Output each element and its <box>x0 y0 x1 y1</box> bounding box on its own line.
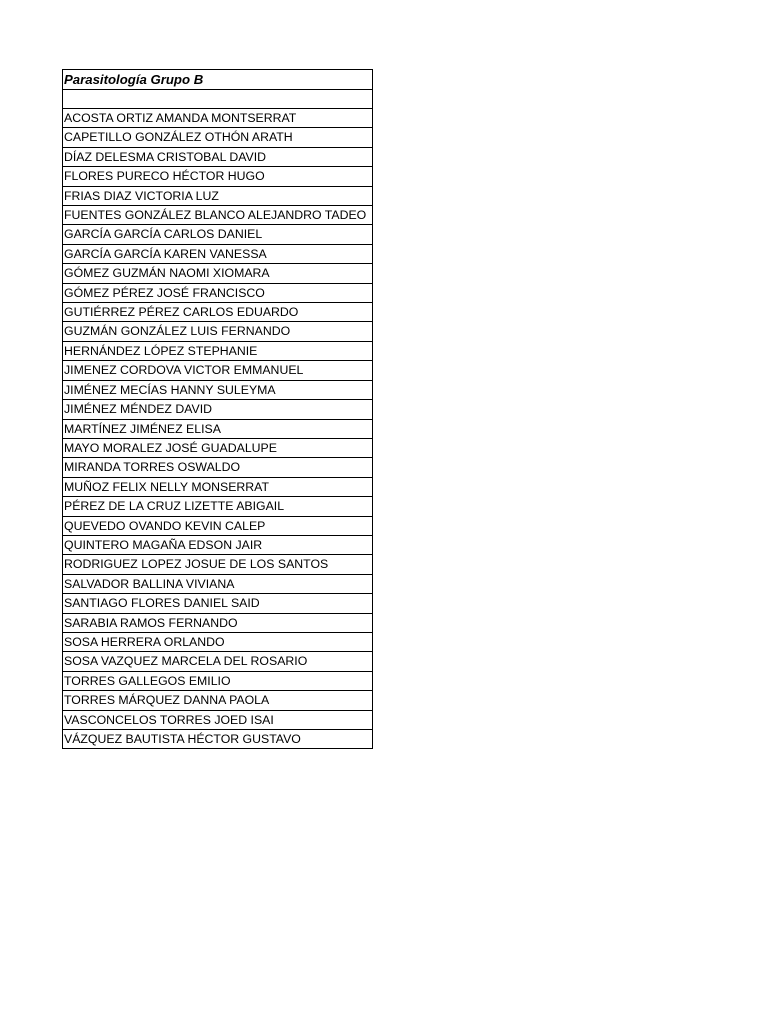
table-row <box>63 361 373 380</box>
student-name-cell: DÍAZ DELESMA CRISTOBAL DAVID <box>63 147 373 166</box>
student-name-cell: QUINTERO MAGAÑA EDSON JAIR <box>63 535 373 554</box>
table-row <box>63 225 373 244</box>
table-row <box>63 594 373 613</box>
student-name-cell: ACOSTA ORTIZ AMANDA MONTSERRAT <box>63 109 373 128</box>
table-row <box>63 264 373 283</box>
table-row <box>63 555 373 574</box>
student-name-cell: VÁZQUEZ BAUTISTA HÉCTOR GUSTAVO <box>63 730 373 749</box>
table-row <box>63 186 373 205</box>
student-name-cell: SOSA HERRERA ORLANDO <box>63 632 373 651</box>
blank-cell <box>63 90 373 109</box>
table-row <box>63 710 373 729</box>
blank-row <box>63 90 373 109</box>
table-row <box>63 128 373 147</box>
student-name-cell: SANTIAGO FLORES DANIEL SAID <box>63 594 373 613</box>
table-row <box>63 613 373 632</box>
student-name-cell: JIMÉNEZ MÉNDEZ DAVID <box>63 400 373 419</box>
student-name-cell: RODRIGUEZ LOPEZ JOSUE DE LOS SANTOS <box>63 555 373 574</box>
table-row <box>63 458 373 477</box>
table-row <box>63 632 373 651</box>
table-row <box>63 730 373 749</box>
table-row <box>63 535 373 554</box>
student-name-cell: FLORES PURECO HÉCTOR HUGO <box>63 167 373 186</box>
student-name-cell: GARCÍA GARCÍA CARLOS DANIEL <box>63 225 373 244</box>
table-row <box>63 109 373 128</box>
table-row <box>63 497 373 516</box>
roster-body <box>63 70 373 749</box>
student-name-cell: MARTÍNEZ JIMÉNEZ ELISA <box>63 419 373 438</box>
table-row <box>63 322 373 341</box>
student-name-cell: PÉREZ DE LA CRUZ LIZETTE ABIGAIL <box>63 497 373 516</box>
student-name-cell: JIMÉNEZ MECÍAS HANNY SULEYMA <box>63 380 373 399</box>
student-name-cell: SARABIA RAMOS FERNANDO <box>63 613 373 632</box>
student-name-cell: GARCÍA GARCÍA KAREN VANESSA <box>63 244 373 263</box>
student-roster-table <box>62 69 373 749</box>
student-name-cell: MUÑOZ FELIX NELLY MONSERRAT <box>63 477 373 496</box>
table-row <box>63 671 373 690</box>
student-name-cell: GUZMÁN GONZÁLEZ LUIS FERNANDO <box>63 322 373 341</box>
student-name-cell: QUEVEDO OVANDO KEVIN CALEP <box>63 516 373 535</box>
student-name-cell: FUENTES GONZÁLEZ BLANCO ALEJANDRO TADEO <box>63 206 373 225</box>
table-row <box>63 167 373 186</box>
table-row <box>63 147 373 166</box>
student-roster-sheet <box>62 69 373 749</box>
student-name-cell: MAYO MORALEZ JOSÉ GUADALUPE <box>63 438 373 457</box>
student-name-cell: TORRES GALLEGOS EMILIO <box>63 671 373 690</box>
table-row <box>63 574 373 593</box>
student-name-cell: GUTIÉRREZ PÉREZ CARLOS EDUARDO <box>63 303 373 322</box>
table-row <box>63 438 373 457</box>
student-name-cell: HERNÁNDEZ LÓPEZ STEPHANIE <box>63 341 373 360</box>
student-name-cell: SOSA VAZQUEZ MARCELA DEL ROSARIO <box>63 652 373 671</box>
table-row <box>63 206 373 225</box>
title-row <box>63 70 373 90</box>
table-row <box>63 400 373 419</box>
table-row <box>63 419 373 438</box>
table-row <box>63 477 373 496</box>
table-row <box>63 380 373 399</box>
table-row <box>63 691 373 710</box>
student-name-cell: CAPETILLO GONZÁLEZ OTHÓN ARATH <box>63 128 373 147</box>
student-name-cell: VASCONCELOS TORRES JOED ISAI <box>63 710 373 729</box>
table-row <box>63 652 373 671</box>
table-row <box>63 516 373 535</box>
student-name-cell: JIMENEZ CORDOVA VICTOR EMMANUEL <box>63 361 373 380</box>
student-name-cell: MIRANDA TORRES OSWALDO <box>63 458 373 477</box>
student-name-cell: GÓMEZ PÉREZ JOSÉ FRANCISCO <box>63 283 373 302</box>
table-row <box>63 244 373 263</box>
student-name-cell: GÓMEZ GUZMÁN NAOMI XIOMARA <box>63 264 373 283</box>
student-name-cell: SALVADOR BALLINA VIVIANA <box>63 574 373 593</box>
table-row <box>63 283 373 302</box>
table-row <box>63 341 373 360</box>
student-name-cell: TORRES MÁRQUEZ DANNA PAOLA <box>63 691 373 710</box>
student-name-cell: FRIAS DIAZ VICTORIA LUZ <box>63 186 373 205</box>
sheet-title: Parasitología Grupo B <box>63 70 373 90</box>
table-row <box>63 303 373 322</box>
